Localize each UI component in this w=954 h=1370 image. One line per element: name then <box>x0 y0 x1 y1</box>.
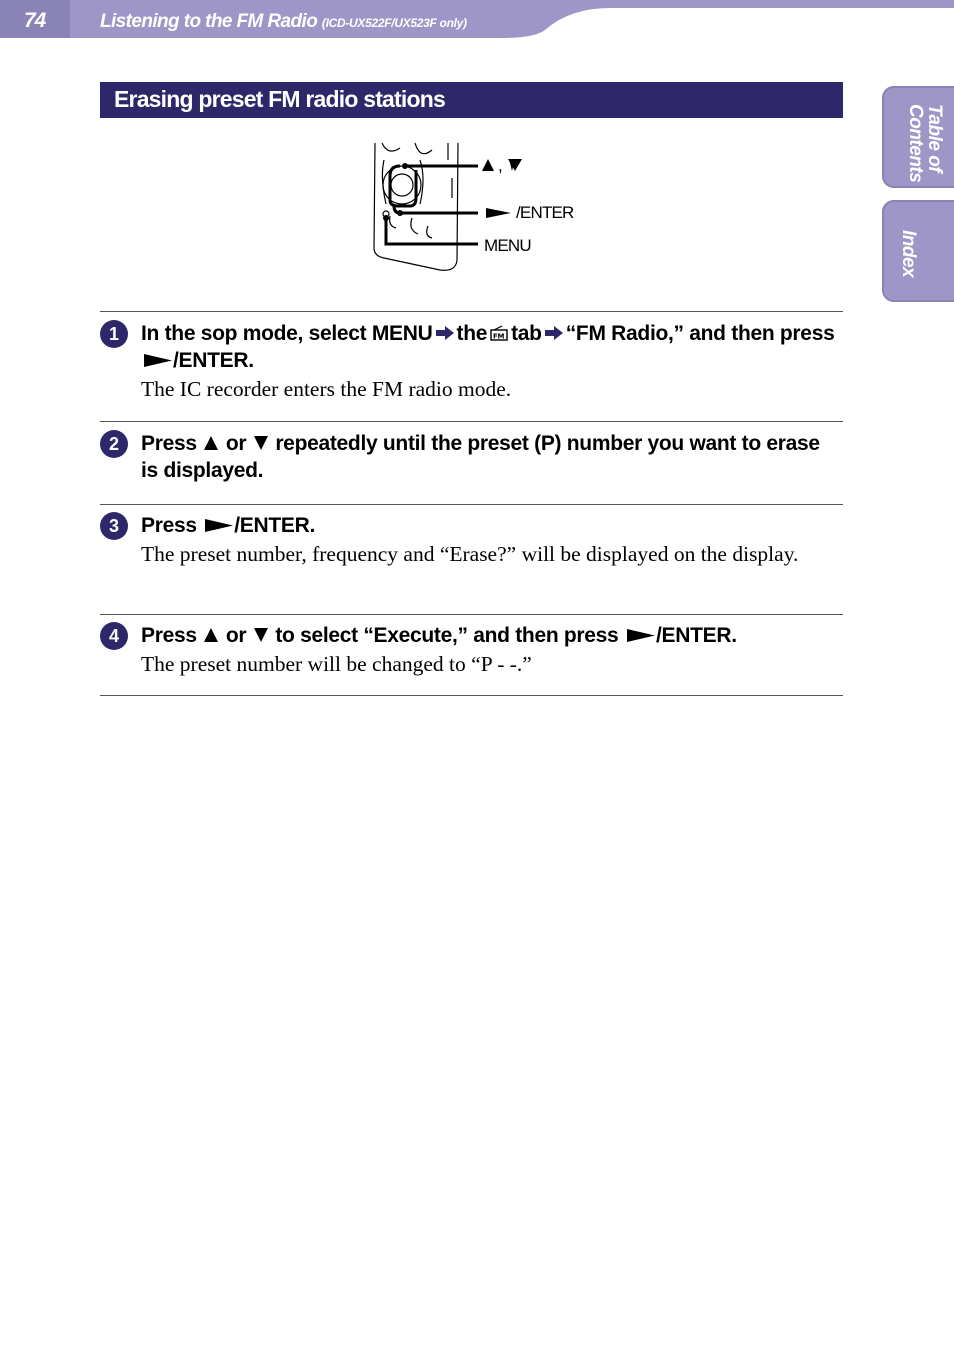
label-updown-separator: , <box>498 156 502 175</box>
section-title-bar <box>100 82 843 118</box>
step-instruction <box>141 320 841 374</box>
divider <box>100 311 843 312</box>
step-number-badge: 3 <box>100 512 128 540</box>
step-body <box>141 622 841 678</box>
instr-text: /ENTER. <box>655 624 737 647</box>
divider <box>100 695 843 696</box>
header-title <box>100 11 467 33</box>
instr-text: /ENTER. <box>173 349 254 372</box>
step-result: The IC recorder enters the FM radio mode. <box>141 377 512 401</box>
tab-table-of-contents[interactable] <box>882 86 954 188</box>
instr-text: tab <box>511 322 542 345</box>
instr-text: Press <box>141 432 197 455</box>
instr-text: Press <box>141 624 197 647</box>
step-number-badge: 4 <box>100 622 128 650</box>
header-title-text: Listening to the FM Radio <box>100 11 318 32</box>
divider <box>100 421 843 422</box>
step-body <box>141 430 841 484</box>
arrow-right-icon <box>544 325 564 341</box>
instr-text: Press <box>141 514 197 537</box>
up-arrow-icon <box>204 436 218 450</box>
instr-text: repeatedly until the preset (P) number you want to erase is displayed. <box>141 432 820 482</box>
label-enter: /ENTER <box>516 203 574 222</box>
svg-text:FM: FM <box>493 332 505 341</box>
step-number-badge: 2 <box>100 430 128 458</box>
tab-table-of-contents-label: Table of Contents <box>905 104 945 183</box>
down-arrow-icon <box>254 436 268 450</box>
instr-text: “FM Radio,” and then press <box>565 322 835 345</box>
section-title: Erasing preset FM radio stations <box>114 86 445 112</box>
fm-tab-icon <box>490 325 508 341</box>
down-arrow-icon <box>254 628 268 642</box>
divider <box>100 614 843 615</box>
instr-text: the <box>456 322 488 345</box>
step-instruction <box>141 512 841 539</box>
play-enter-icon <box>204 518 234 533</box>
instr-text: /ENTER. <box>234 514 316 537</box>
tab-index[interactable] <box>882 200 954 302</box>
device-illustration <box>360 138 600 278</box>
arrow-right-icon <box>435 325 455 341</box>
instr-text: In the sop mode, select MENU <box>141 322 433 345</box>
step-result: The preset number will be changed to “P - -.” <box>141 652 532 676</box>
page-header <box>0 0 954 40</box>
tab-index-label: Index <box>898 230 919 278</box>
header-model-note: (ICD-UX522F/UX523F only) <box>321 16 467 30</box>
step-body <box>141 320 841 403</box>
step-instruction <box>141 622 841 649</box>
instr-text: or <box>225 432 247 455</box>
step-instruction <box>141 430 841 484</box>
page-number: 74 <box>24 9 46 32</box>
step-body <box>141 512 841 568</box>
instr-text: or <box>225 624 247 647</box>
step-result: The preset number, frequency and “Erase?” will be displayed on the display. <box>141 542 799 566</box>
divider <box>100 504 843 505</box>
play-enter-icon <box>143 353 173 368</box>
label-menu: MENU <box>484 236 531 255</box>
instr-text: to select “Execute,” and then press <box>275 624 619 647</box>
up-arrow-icon <box>204 628 218 642</box>
play-enter-icon <box>626 628 656 643</box>
step-number-badge: 1 <box>100 320 128 348</box>
